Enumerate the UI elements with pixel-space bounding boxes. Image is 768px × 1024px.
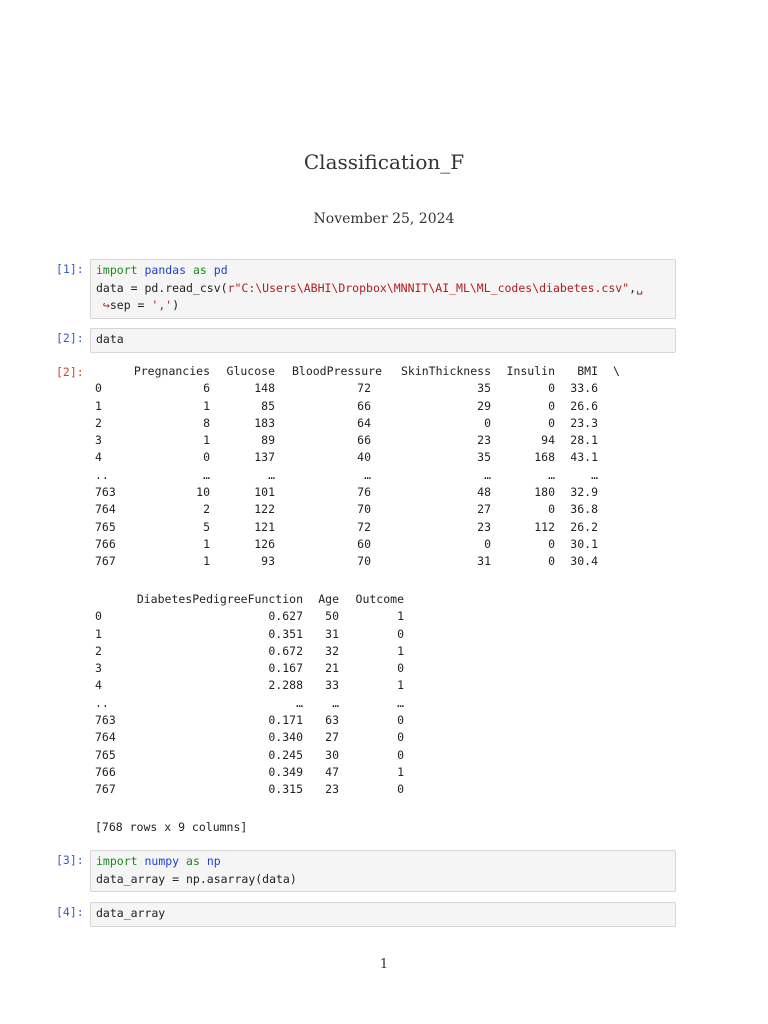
table-cell: 63 <box>325 713 339 728</box>
row-index: 0 <box>95 381 102 396</box>
table-cell: 70 <box>357 554 371 569</box>
column-header: Glucose <box>226 364 275 378</box>
table-cell: 148 <box>254 381 275 396</box>
table-cell: 66 <box>357 398 371 413</box>
table-cell: 0 <box>548 381 555 396</box>
table-cell: … <box>364 467 371 482</box>
document-title: Classification_F <box>303 150 465 174</box>
keyword: import <box>96 854 138 868</box>
table-cell: 32.9 <box>570 485 598 500</box>
table-cell: 1 <box>203 536 210 551</box>
table-row <box>95 713 415 730</box>
code-line: data <box>96 332 124 346</box>
table-row <box>95 554 635 571</box>
table-cell: 6 <box>203 381 210 396</box>
table-cell: 0.627 <box>268 609 303 624</box>
table-cell: 0.349 <box>268 764 303 779</box>
table-cell: 1 <box>397 764 404 779</box>
table-cell: 0 <box>548 415 555 430</box>
row-index: .. <box>95 467 109 482</box>
table-cell: 76 <box>357 485 371 500</box>
row-index: 765 <box>95 519 116 534</box>
table-cell: 72 <box>357 381 371 396</box>
row-index: 3 <box>95 661 102 676</box>
table-cell: 60 <box>357 536 371 551</box>
code-line: data_array = np.asarray(data) <box>96 871 297 886</box>
row-index: 766 <box>95 764 116 779</box>
table-row <box>95 661 415 678</box>
table-row <box>95 730 415 747</box>
table-row <box>95 609 415 626</box>
table-cell: 94 <box>541 433 555 448</box>
table-cell: 27 <box>325 730 339 745</box>
input-prompt-1: [1]: <box>56 262 84 276</box>
module-name: numpy <box>144 854 180 868</box>
module-alias: np <box>206 854 221 868</box>
row-index: 1 <box>95 398 102 413</box>
table-cell: 0.315 <box>268 782 303 797</box>
row-index: 3 <box>95 433 102 448</box>
continuation-arrow-icon: ↪ <box>96 298 110 312</box>
code-line <box>96 262 670 280</box>
code-line <box>96 297 670 315</box>
row-index: 2 <box>95 643 102 658</box>
table-cell: 0.171 <box>268 713 303 728</box>
row-index: .. <box>95 695 109 710</box>
table-cell: 47 <box>325 764 339 779</box>
column-header: Age <box>318 592 339 606</box>
table-cell: 23 <box>477 433 491 448</box>
table-cell: 64 <box>357 415 371 430</box>
table-cell: 1 <box>203 554 210 569</box>
table-row <box>95 696 415 713</box>
table-cell: 40 <box>357 450 371 465</box>
table-cell: 2.288 <box>268 678 303 693</box>
table-cell: 0 <box>397 782 404 797</box>
table-cell: 21 <box>325 661 339 676</box>
table-row <box>95 537 635 554</box>
table-header-row <box>95 592 415 609</box>
table-cell: 23.3 <box>570 415 598 430</box>
table-cell: 126 <box>254 536 275 551</box>
table-cell: 1 <box>397 609 404 624</box>
table-cell: 0 <box>397 747 404 762</box>
table-cell: 35 <box>477 450 491 465</box>
table-cell: 0 <box>548 502 555 517</box>
row-index: 2 <box>95 415 102 430</box>
table-cell: 0.245 <box>268 747 303 762</box>
table-row <box>95 644 415 661</box>
table-row <box>95 627 415 644</box>
table-cell: 85 <box>261 398 275 413</box>
row-index: 767 <box>95 782 116 797</box>
table-cell: 93 <box>261 554 275 569</box>
table-cell: 72 <box>357 519 371 534</box>
module-alias: pd <box>213 263 228 277</box>
table-cell: 137 <box>254 450 275 465</box>
table-cell: 66 <box>357 433 371 448</box>
string-literal: ',' <box>151 298 173 312</box>
table-cell: 10 <box>196 485 210 500</box>
row-index: 767 <box>95 554 116 569</box>
table-cell: 0.340 <box>268 730 303 745</box>
table-cell: … <box>203 467 210 482</box>
table-row <box>95 485 635 502</box>
table-cell: 31 <box>477 554 491 569</box>
dataframe-output-part-1 <box>95 364 635 572</box>
line-continuation-icon: ␣ <box>636 280 644 295</box>
table-cell: 30 <box>325 747 339 762</box>
row-index: 763 <box>95 713 116 728</box>
code-line: data_array <box>96 906 166 920</box>
input-prompt-3: [3]: <box>56 853 84 867</box>
table-cell: 29 <box>477 398 491 413</box>
table-cell: 43.1 <box>570 450 598 465</box>
table-cell: 1 <box>397 678 404 693</box>
keyword: import <box>96 263 138 277</box>
table-cell: … <box>268 467 275 482</box>
table-cell: 0 <box>203 450 210 465</box>
row-index: 765 <box>95 747 116 762</box>
column-header: BMI <box>577 364 598 378</box>
code-cell-2[interactable] <box>90 328 676 353</box>
module-name: pandas <box>144 263 187 277</box>
table-cell: … <box>397 695 404 710</box>
code-text: , <box>629 280 637 295</box>
input-prompt-4: [4]: <box>56 905 84 919</box>
table-cell: 1 <box>203 433 210 448</box>
table-cell: 35 <box>477 381 491 396</box>
row-index: 764 <box>95 502 116 517</box>
table-row <box>95 748 415 765</box>
table-cell: 2 <box>203 502 210 517</box>
table-cell: 0.167 <box>268 661 303 676</box>
table-cell: 1 <box>203 398 210 413</box>
table-cell: 101 <box>254 485 275 500</box>
table-cell: 8 <box>203 415 210 430</box>
table-cell: … <box>296 695 303 710</box>
input-prompt-2: [2]: <box>56 331 84 345</box>
table-row <box>95 782 415 799</box>
table-cell: 23 <box>477 519 491 534</box>
code-text: ) <box>172 298 180 312</box>
keyword: as <box>186 854 200 868</box>
keyword: as <box>192 263 207 277</box>
row-index: 4 <box>95 678 102 693</box>
table-row <box>95 765 415 782</box>
table-cell: 0 <box>397 713 404 728</box>
column-header: Insulin <box>506 364 555 378</box>
table-cell: 32 <box>325 643 339 658</box>
column-header: SkinThickness <box>400 364 491 378</box>
code-cell-3[interactable] <box>90 850 676 892</box>
column-header: Outcome <box>355 592 404 606</box>
row-index: 763 <box>95 485 116 500</box>
table-cell: 168 <box>534 450 555 465</box>
code-line <box>96 280 670 298</box>
table-cell: … <box>591 467 598 482</box>
table-cell: 31 <box>325 626 339 641</box>
table-cell: 0 <box>484 415 491 430</box>
table-cell: 33 <box>325 678 339 693</box>
code-line <box>96 853 670 871</box>
row-index: 766 <box>95 536 116 551</box>
table-cell: 28.1 <box>570 433 598 448</box>
column-header: DiabetesPedigreeFunction <box>136 592 303 606</box>
code-text: sep = <box>109 298 152 312</box>
table-row <box>95 381 635 398</box>
column-header: Pregnancies <box>133 364 210 378</box>
table-cell: … <box>484 467 491 482</box>
table-cell: 0.672 <box>268 643 303 658</box>
code-text: data = pd.read_csv( <box>96 280 228 295</box>
table-cell: 0 <box>397 626 404 641</box>
code-cell-1[interactable] <box>90 259 676 319</box>
table-cell: 70 <box>357 502 371 517</box>
table-row <box>95 502 635 519</box>
table-cell: … <box>548 467 555 482</box>
row-index: 4 <box>95 450 102 465</box>
table-row <box>95 520 635 537</box>
table-cell: 0.351 <box>268 626 303 641</box>
table-cell: 0 <box>548 536 555 551</box>
table-cell: 50 <box>325 609 339 624</box>
table-cell: 0 <box>548 398 555 413</box>
table-row <box>95 416 635 433</box>
dataframe-shape-summary: [768 rows x 9 columns] <box>95 820 248 834</box>
table-cell: 30.1 <box>570 536 598 551</box>
table-cell: 26.2 <box>570 519 598 534</box>
table-cell: 0 <box>548 554 555 569</box>
table-header-row <box>95 364 635 381</box>
table-cell: 0 <box>397 661 404 676</box>
row-index: 0 <box>95 609 102 624</box>
table-cell: 23 <box>325 782 339 797</box>
column-header: \ <box>613 364 620 378</box>
table-row <box>95 678 415 695</box>
table-cell: 36.8 <box>570 502 598 517</box>
table-cell: 5 <box>203 519 210 534</box>
table-cell: 48 <box>477 485 491 500</box>
table-cell: 33.6 <box>570 381 598 396</box>
table-cell: … <box>332 695 339 710</box>
table-row <box>95 468 635 485</box>
table-cell: 30.4 <box>570 554 598 569</box>
table-cell: 180 <box>534 485 555 500</box>
column-header: BloodPressure <box>291 364 382 378</box>
table-row <box>95 433 635 450</box>
row-index: 764 <box>95 730 116 745</box>
table-cell: 26.6 <box>570 398 598 413</box>
table-row <box>95 450 635 467</box>
string-literal: r"C:\Users\ABHI\Dropbox\MNNIT\AI_ML\ML_codes\diabetes.csv" <box>227 280 630 295</box>
dataframe-output-part-2 <box>95 592 415 800</box>
table-cell: 89 <box>261 433 275 448</box>
page-number: 1 <box>379 957 389 972</box>
table-cell: 27 <box>477 502 491 517</box>
table-cell: 122 <box>254 502 275 517</box>
document-date: November 25, 2024 <box>313 211 455 227</box>
code-cell-4[interactable] <box>90 902 676 927</box>
table-cell: 0 <box>484 536 491 551</box>
table-row <box>95 399 635 416</box>
table-cell: 183 <box>254 415 275 430</box>
table-cell: 112 <box>534 519 555 534</box>
table-cell: 121 <box>254 519 275 534</box>
table-cell: 0 <box>397 730 404 745</box>
row-index: 1 <box>95 626 102 641</box>
table-cell: 1 <box>397 643 404 658</box>
output-prompt-2: [2]: <box>56 365 84 379</box>
